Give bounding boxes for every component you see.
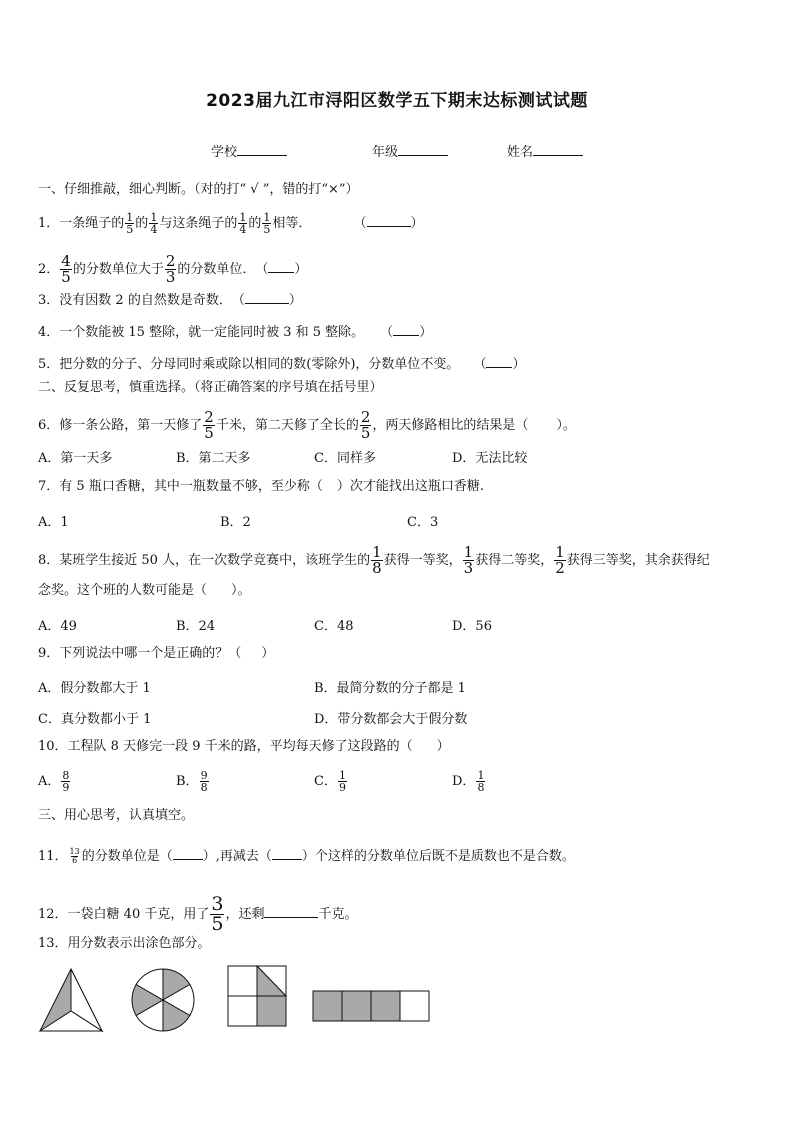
q10-option-a[interactable]: A． $\frac{8}{9}$ [38,769,70,794]
name-field: 姓名 [507,141,583,160]
section-2-heading: 二、反复思考，慎重选择。（将正确答案的序号填在括号里） [38,380,383,395]
fraction: $\frac{3}{5}$ [211,893,224,935]
grade-blank[interactable] [398,142,448,156]
answer-blank[interactable]: （ ） [231,293,302,308]
question-11: 11． $\frac{13}{6}$ 的分数单位是（ ）,再减去（ ）个这样的分数单位后既不是质数也不是合数。 [38,847,575,865]
bar-figure [312,990,430,1022]
question-4: 4．一个数能被 15 整除，就一定能同时被 3 和 5 整除。 （ ） [38,325,433,340]
question-7: 7．有 5 瓶口香糖，其中一瓶数量不够，至少称（ ）次才能找出这瓶口香糖. [38,479,484,494]
question-6: 6．修一条公路，第一天修了 $\frac{2}{5}$ 千米，第二天修了全长的 $\frac{2}{5}$ ，两天修路相比的结果是（ ）。 [38,408,576,442]
answer-blank[interactable] [264,905,318,923]
grade-field: 年级 [372,141,448,160]
section-1-heading: 一、仔细推敲，细心判断。（对的打“ √ ”，错的打“×”） [38,182,359,197]
page-title: 2023届九江市浔阳区数学五下期末达标测试试题 [206,91,588,111]
answer-blank[interactable]: （ ） [380,325,433,340]
fraction: $\frac{1}{2}$ [555,543,565,577]
q6-option-d[interactable]: D．无法比较 [452,451,528,466]
triangle-figure [38,967,104,1033]
q7-option-b[interactable]: B．2 [220,515,251,530]
q10-option-c[interactable]: C． $\frac{1}{9}$ [314,769,346,794]
question-8: 8．某班学生接近 50 人，在一次数学竞赛中，该班学生的 $\frac{1}{8}$ 获得一等奖， $\frac{1}{3}$ 获得二等奖， $\frac{1}{2}$ 获得三等奖，其余获得纪 [38,543,710,577]
bar-cell [400,991,429,1021]
bar-cell [342,991,371,1021]
answer-blank[interactable]: （ ） [473,357,526,372]
section-3-heading: 三、用心思考，认真填空。 [38,808,195,823]
q10-option-d[interactable]: D． $\frac{1}{8}$ [452,769,485,794]
fraction: $\frac{13}{6}$ [69,847,80,865]
answer-blank[interactable] [272,847,302,865]
q6-option-b[interactable]: B．第二天多 [176,451,251,466]
answer-blank[interactable] [173,847,203,865]
q10-option-b[interactable]: B． $\frac{9}{8}$ [176,769,208,794]
q9-option-a[interactable]: A．假分数都大于 1 [38,681,151,696]
question-13: 13．用分数表示出涂色部分。 [38,936,211,951]
q6-option-a[interactable]: A．第一天多 [38,451,113,466]
bar-cell [313,991,342,1021]
fraction: $\frac{1}{9}$ [338,769,346,794]
q9-option-c[interactable]: C．真分数都小于 1 [38,712,152,727]
q7-option-a[interactable]: A．1 [38,515,69,530]
q9-option-d[interactable]: D．带分数都会大于假分数 [314,712,468,727]
answer-blank[interactable]: （ ） [353,216,424,231]
fraction: $\frac{1}{5}$ [263,211,271,236]
school-blank[interactable] [237,142,287,156]
question-10: 10．工程队 8 天修完一段 9 千米的路，平均每天修了这段路的（ ） [38,739,450,754]
q8-option-c[interactable]: C．48 [314,619,354,634]
school-field: 学校 [211,141,287,160]
name-blank[interactable] [533,142,583,156]
q8-option-d[interactable]: D．56 [452,619,492,634]
shaded-figures [38,965,438,1040]
question-2: 2． $\frac{4}{5}$ 的分数单位大于 $\frac{2}{3}$ 的分数单位．（ ） [38,252,308,286]
bar-cell [371,991,400,1021]
q8-option-b[interactable]: B．24 [176,619,216,634]
q8-option-a[interactable]: A．49 [38,619,77,634]
fraction: $\frac{2}{5}$ [204,408,214,442]
square-figure [227,965,287,1027]
question-1: 1．一条绳子的 $\frac{1}{5}$ 的 $\frac{1}{4}$ 与这条绳子的 $\frac{1}{4}$ 的 $\frac{1}{5}$ 相等． （ ） [38,211,424,236]
fraction: $\frac{2}{5}$ [360,408,371,442]
fraction: $\frac{1}{3}$ [463,543,474,577]
answer-blank[interactable]: （ ） [255,262,308,277]
q9-option-b[interactable]: B．最简分数的分子都是 1 [314,681,466,696]
fraction: $\frac{1}{8}$ [372,543,382,577]
fraction: $\frac{4}{5}$ [61,252,71,286]
question-8-cont: 念奖。这个班的人数可能是（ ）。 [38,583,251,598]
fraction: $\frac{1}{5}$ [126,211,134,236]
fraction: $\frac{2}{3}$ [165,252,176,286]
fraction: $\frac{9}{8}$ [200,769,208,794]
question-3: 3．没有因数 2 的自然数是奇数．（ ） [38,293,302,308]
fraction: $\frac{1}{4}$ [239,211,247,236]
fraction: $\frac{1}{8}$ [477,769,485,794]
circle-figure [130,967,196,1033]
fraction: $\frac{8}{9}$ [62,769,70,794]
question-5: 5．把分数的分子、分母同时乘或除以相同的数(零除外)，分数单位不变。 （ ） [38,357,526,372]
q6-option-c[interactable]: C．同样多 [314,451,376,466]
question-12: 12．一袋白糖 40 千克，用了 $\frac{3}{5}$ ，还剩 千克。 [38,893,358,935]
question-9: 9．下列说法中哪一个是正确的？（ ） [38,646,275,661]
fraction: $\frac{1}{4}$ [150,211,158,236]
q7-option-c[interactable]: C．3 [407,515,439,530]
